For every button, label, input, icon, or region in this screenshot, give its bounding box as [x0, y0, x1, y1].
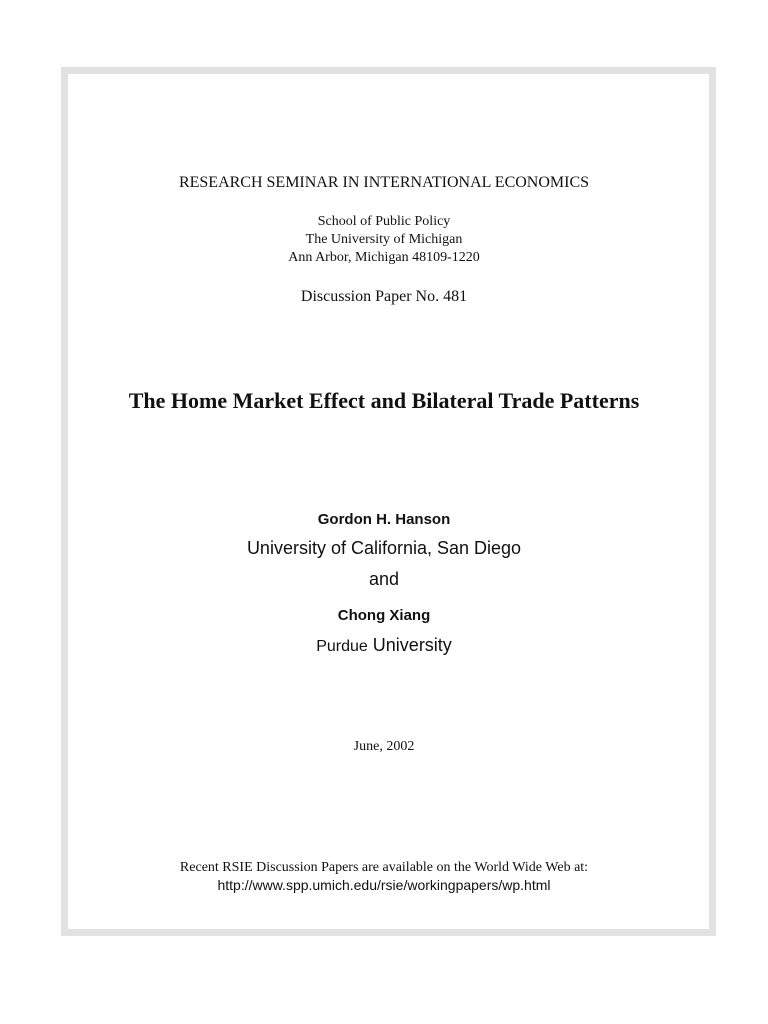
author-name-2: Chong Xiang — [337, 607, 431, 624]
address-line-1: School of Public Policy — [317, 214, 451, 229]
address-line-2: The University of Michigan — [305, 232, 463, 247]
paper-title: The Home Market Effect and Bilateral Trade Patterns — [128, 388, 640, 413]
affiliation-2-part-1: Purdue — [316, 638, 368, 655]
address-line-3: Ann Arbor, Michigan 48109-1220 — [288, 250, 480, 265]
discussion-paper-number: Discussion Paper No. 481 — [300, 288, 468, 305]
author-affiliation-1: University of California, San Diego — [246, 538, 522, 558]
footer-note: Recent RSIE Discussion Papers are available on the World Wide Web at: — [179, 860, 589, 875]
seminar-heading: RESEARCH SEMINAR IN INTERNATIONAL ECONOMICS — [178, 174, 590, 191]
author-conjunction: and — [368, 569, 400, 589]
publication-date: June, 2002 — [353, 739, 415, 754]
author-name-1: Gordon H. Hanson — [317, 511, 451, 528]
affiliation-2-part-2: University — [372, 635, 452, 655]
author-affiliation-2 — [0, 635, 768, 656]
footer-url: http://www.spp.umich.edu/rsie/workingpapers/wp.html — [217, 877, 551, 893]
page-border — [61, 67, 716, 936]
